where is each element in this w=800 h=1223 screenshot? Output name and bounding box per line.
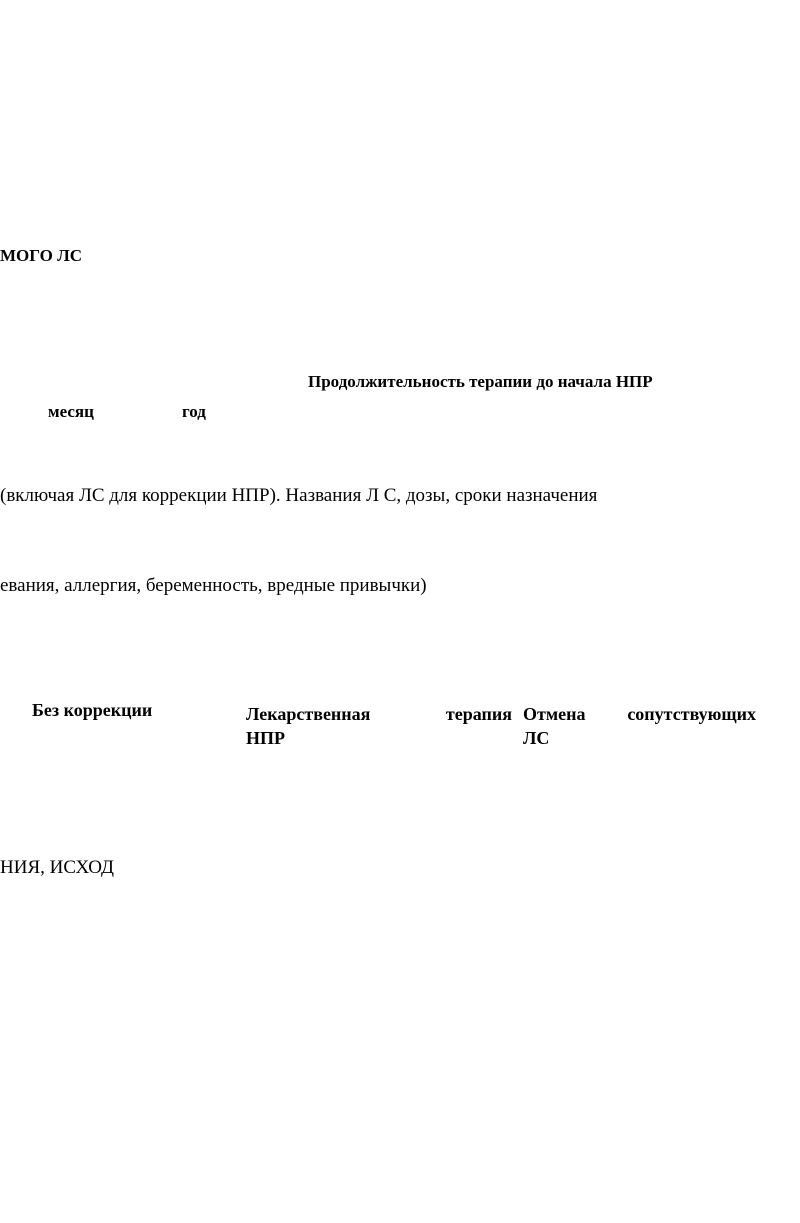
option-drug-therapy-word3: НПР (246, 727, 285, 748)
option-drug-therapy-word2: терапия (445, 704, 512, 724)
option-withdrawal-word3: ЛС (523, 727, 550, 748)
option-no-correction: Без коррекции (32, 700, 153, 720)
duration-month-label: месяц (48, 402, 94, 421)
option-drug-therapy (246, 703, 512, 751)
suspected-drug-heading: МОГО ЛС (0, 246, 83, 265)
duration-year-label: год (182, 402, 206, 421)
option-drug-therapy-word1: Лекарственная (246, 704, 371, 724)
option-withdrawal-word1: Отмена (523, 704, 586, 724)
outcome-heading: НИЯ, ИСХОД (0, 857, 115, 878)
concomitant-drugs-line: (включая ЛС для коррекции НПР). Названия Л С, дозы, сроки назначения (0, 485, 598, 506)
option-withdrawal-word2: сопутствующих (627, 704, 756, 724)
medical-history-line: евания, аллергия, беременность, вредные привычки) (0, 575, 427, 596)
option-withdrawal (523, 703, 756, 751)
therapy-duration-label: Продолжительность терапии до начала НПР (308, 372, 653, 391)
